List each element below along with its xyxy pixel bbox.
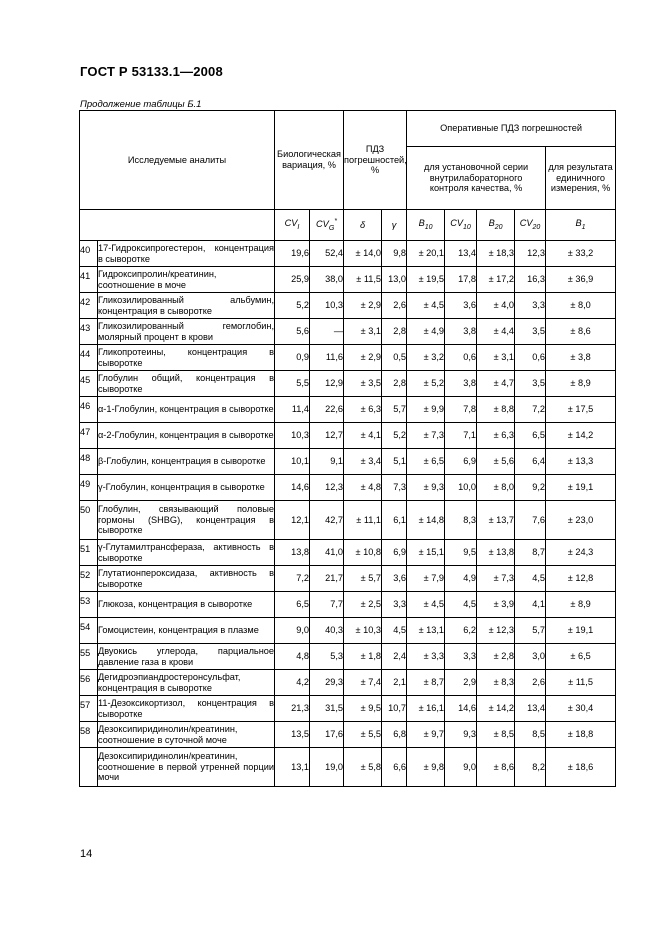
- cell-cv20: 8,5: [515, 722, 546, 748]
- cell-b20: ± 8,6: [477, 748, 515, 787]
- cell-cvg: 9,1: [310, 449, 344, 475]
- cell-b10: ± 9,9: [407, 397, 445, 423]
- table-row: [80, 293, 616, 319]
- cell-b10: ± 3,2: [407, 345, 445, 371]
- cell-b10: ± 5,2: [407, 371, 445, 397]
- cell-cvi: 7,2: [275, 566, 310, 592]
- analyte-name: 17-Гидроксипрогестерон, концентрация в сыворотке: [98, 241, 275, 267]
- cell-gamma: 9,8: [382, 241, 407, 267]
- row-number: 54: [80, 618, 98, 644]
- cell-cv10: 8,3: [445, 501, 477, 540]
- row-number: 56: [80, 670, 98, 696]
- cell-b10: ± 4,5: [407, 293, 445, 319]
- analyte-name: Гидроксипролин/креатинин, соотношение в моче: [98, 267, 275, 293]
- cell-b20: ± 7,3: [477, 566, 515, 592]
- row-number: 51: [80, 540, 98, 566]
- cell-b1: ± 3,8: [546, 345, 616, 371]
- header-single-measurement: для результата единичного измерения, %: [546, 147, 616, 210]
- cell-cv10: 10,0: [445, 475, 477, 501]
- cell-cv10: 3,8: [445, 319, 477, 345]
- cell-b20: ± 8,3: [477, 670, 515, 696]
- cell-gamma: 0,5: [382, 345, 407, 371]
- table-row: [80, 696, 616, 722]
- row-number: 53: [80, 592, 98, 618]
- cell-b10: ± 19,5: [407, 267, 445, 293]
- cell-b20: ± 17,2: [477, 267, 515, 293]
- cell-b20: ± 8,8: [477, 397, 515, 423]
- cell-cv20: 0,6: [515, 345, 546, 371]
- cell-cv10: 6,9: [445, 449, 477, 475]
- analyte-name: Гликозилированный альбумин, концентрация в сыворотке: [98, 293, 275, 319]
- table-row: [80, 475, 616, 501]
- cell-b20: ± 4,0: [477, 293, 515, 319]
- cell-cv20: 3,5: [515, 371, 546, 397]
- cell-b20: ± 13,7: [477, 501, 515, 540]
- cell-cv20: 16,3: [515, 267, 546, 293]
- cell-delta: ± 4,1: [344, 423, 382, 449]
- cell-cv10: 14,6: [445, 696, 477, 722]
- cell-cv10: 7,8: [445, 397, 477, 423]
- cell-cv10: 3,6: [445, 293, 477, 319]
- row-number: 40: [80, 241, 98, 267]
- cell-delta: ± 5,5: [344, 722, 382, 748]
- cell-cvg: 7,7: [310, 592, 344, 618]
- cell-delta: ± 3,1: [344, 319, 382, 345]
- cell-gamma: 6,8: [382, 722, 407, 748]
- col-cvg: $CV_G^*$: [310, 210, 344, 241]
- analyte-name: Дезоксипиридинолин/креатинин, соотношение в первой утренней порции мочи: [98, 748, 275, 787]
- cell-cv20: 7,6: [515, 501, 546, 540]
- row-number: 57: [80, 696, 98, 722]
- analyte-name: Гликопротеины, концентрация в сыворотке: [98, 345, 275, 371]
- cell-cv10: 4,5: [445, 592, 477, 618]
- analyte-name: Глутатионпероксидаза, активность в сыворотке: [98, 566, 275, 592]
- cell-cvi: 0,9: [275, 345, 310, 371]
- cell-delta: ± 9,5: [344, 696, 382, 722]
- cell-b1: ± 24,3: [546, 540, 616, 566]
- cell-cvi: 13,5: [275, 722, 310, 748]
- cell-delta: ± 10,8: [344, 540, 382, 566]
- cell-delta: ± 3,4: [344, 449, 382, 475]
- analyte-name: β-Глобулин, концентрация в сыворотке: [98, 449, 275, 475]
- row-number: 55: [80, 644, 98, 670]
- cell-cv20: 5,7: [515, 618, 546, 644]
- row-number: 43: [80, 319, 98, 345]
- table-caption: Продолжение таблицы Б.1: [80, 99, 202, 110]
- analyte-name: Глобулин общий, концентрация в сыворотке: [98, 371, 275, 397]
- cell-delta: ± 2,5: [344, 592, 382, 618]
- cell-b1: ± 6,5: [546, 644, 616, 670]
- cell-cv20: 3,0: [515, 644, 546, 670]
- cell-cv10: 4,9: [445, 566, 477, 592]
- cell-gamma: 5,2: [382, 423, 407, 449]
- cell-gamma: 2,4: [382, 644, 407, 670]
- cell-delta: ± 2,9: [344, 293, 382, 319]
- cell-cvg: 12,3: [310, 475, 344, 501]
- cell-cv10: 17,8: [445, 267, 477, 293]
- row-number: 49: [80, 475, 98, 501]
- cell-cvi: 12,1: [275, 501, 310, 540]
- row-number: 48: [80, 449, 98, 475]
- analyte-name: α-1-Глобулин, концентрация в сыворотке: [98, 397, 275, 423]
- cell-cvi: 5,6: [275, 319, 310, 345]
- cell-delta: ± 5,8: [344, 748, 382, 787]
- cell-b1: ± 19,1: [546, 618, 616, 644]
- analyte-name: α-2-Глобулин, концентрация в сыворотке: [98, 423, 275, 449]
- cell-cvi: 14,6: [275, 475, 310, 501]
- cell-b10: ± 16,1: [407, 696, 445, 722]
- cell-cvi: 9,0: [275, 618, 310, 644]
- cell-cvi: 19,6: [275, 241, 310, 267]
- cell-cvg: 21,7: [310, 566, 344, 592]
- cell-cvg: 10,3: [310, 293, 344, 319]
- cell-b1: ± 30,4: [546, 696, 616, 722]
- cell-cv20: 8,2: [515, 748, 546, 787]
- cell-b1: ± 36,9: [546, 267, 616, 293]
- cell-b1: ± 17,5: [546, 397, 616, 423]
- cell-cv10: 9,5: [445, 540, 477, 566]
- table-row: [80, 748, 616, 787]
- analyte-name: Дезоксипиридинолин/креатинин, соотношение в суточной моче: [98, 722, 275, 748]
- cell-cv20: 3,3: [515, 293, 546, 319]
- cell-gamma: 4,5: [382, 618, 407, 644]
- cell-cvg: 40,3: [310, 618, 344, 644]
- cell-cvg: 12,7: [310, 423, 344, 449]
- cell-cvi: 13,1: [275, 748, 310, 787]
- cell-gamma: 6,9: [382, 540, 407, 566]
- cell-cv20: 13,4: [515, 696, 546, 722]
- cell-cvg: 19,0: [310, 748, 344, 787]
- table-row: [80, 566, 616, 592]
- analyte-name: γ-Глобулин, концентрация в сыворотке: [98, 475, 275, 501]
- cell-b10: ± 20,1: [407, 241, 445, 267]
- cell-gamma: 6,6: [382, 748, 407, 787]
- table-row: [80, 319, 616, 345]
- analyte-name: Гомоцистеин, концентрация в плазме: [98, 618, 275, 644]
- cell-gamma: 5,1: [382, 449, 407, 475]
- cell-b1: ± 23,0: [546, 501, 616, 540]
- cell-b1: ± 12,8: [546, 566, 616, 592]
- table-row: [80, 644, 616, 670]
- row-number: 45: [80, 371, 98, 397]
- cell-b1: ± 18,8: [546, 722, 616, 748]
- cell-b1: ± 11,5: [546, 670, 616, 696]
- table-row: [80, 592, 616, 618]
- cell-cvi: 13,8: [275, 540, 310, 566]
- cell-cvi: 6,5: [275, 592, 310, 618]
- cell-cv10: 2,9: [445, 670, 477, 696]
- cell-cvi: 11,4: [275, 397, 310, 423]
- cell-b10: ± 4,9: [407, 319, 445, 345]
- table-row: [80, 397, 616, 423]
- col-gamma: γ: [382, 210, 407, 241]
- cell-b10: ± 8,7: [407, 670, 445, 696]
- analyte-name: Гликозилированный гемоглобин, молярный процент в крови: [98, 319, 275, 345]
- row-number: [80, 748, 98, 787]
- cell-cvg: —: [310, 319, 344, 345]
- cell-cv20: 9,2: [515, 475, 546, 501]
- cell-delta: ± 14,0: [344, 241, 382, 267]
- cell-b10: ± 14,8: [407, 501, 445, 540]
- table-row: [80, 618, 616, 644]
- header-pdz: ПДЗ погрешностей, %: [344, 111, 407, 210]
- row-number: 46: [80, 397, 98, 423]
- cell-b20: ± 13,8: [477, 540, 515, 566]
- col-delta: δ: [344, 210, 382, 241]
- cell-b10: ± 4,5: [407, 592, 445, 618]
- cell-cvi: 10,3: [275, 423, 310, 449]
- table-row: [80, 267, 616, 293]
- cell-cvi: 25,9: [275, 267, 310, 293]
- cell-cvi: 4,8: [275, 644, 310, 670]
- cell-cvg: 52,4: [310, 241, 344, 267]
- cell-gamma: 5,7: [382, 397, 407, 423]
- cell-b1: ± 19,1: [546, 475, 616, 501]
- cell-delta: ± 4,8: [344, 475, 382, 501]
- cell-gamma: 2,8: [382, 371, 407, 397]
- row-number: 41: [80, 267, 98, 293]
- table-row: [80, 670, 616, 696]
- cell-cvi: 4,2: [275, 670, 310, 696]
- cell-gamma: 2,1: [382, 670, 407, 696]
- analytes-table: [79, 110, 616, 787]
- row-number: 42: [80, 293, 98, 319]
- cell-cv10: 9,3: [445, 722, 477, 748]
- table-row: [80, 722, 616, 748]
- cell-gamma: 2,6: [382, 293, 407, 319]
- cell-cvg: 41,0: [310, 540, 344, 566]
- cell-b20: ± 8,0: [477, 475, 515, 501]
- header-operative: Оперативные ПДЗ погрешностей: [407, 111, 616, 147]
- row-number: 58: [80, 722, 98, 748]
- cell-cv20: 4,1: [515, 592, 546, 618]
- col-b1: $B_1$: [546, 210, 616, 241]
- cell-cv10: 6,2: [445, 618, 477, 644]
- analyte-name: γ-Глутамилтрансфераза, активность в сыворотке: [98, 540, 275, 566]
- col-cv10: $CV_{10}$: [445, 210, 477, 241]
- analyte-name: 11-Дезоксикортизол, концентрация в сыворотке: [98, 696, 275, 722]
- cell-cvg: 11,6: [310, 345, 344, 371]
- cell-delta: ± 3,5: [344, 371, 382, 397]
- cell-b1: ± 8,9: [546, 592, 616, 618]
- cell-gamma: 3,6: [382, 566, 407, 592]
- header-bio-variation: Биологическая вариация, %: [275, 111, 344, 210]
- cell-cv20: 8,7: [515, 540, 546, 566]
- cell-cvg: 5,3: [310, 644, 344, 670]
- cell-delta: ± 5,7: [344, 566, 382, 592]
- analyte-name: Дегидроэпиандростеронсульфат, концентрация в сыворотке: [98, 670, 275, 696]
- cell-cv10: 9,0: [445, 748, 477, 787]
- analyte-name: Глобулин, связывающий половые гормоны (SHBG), концентрация в сыворотке: [98, 501, 275, 540]
- row-number: 47: [80, 423, 98, 449]
- cell-delta: ± 6,3: [344, 397, 382, 423]
- table-row: [80, 371, 616, 397]
- cell-b20: ± 8,5: [477, 722, 515, 748]
- cell-cv20: 7,2: [515, 397, 546, 423]
- cell-b20: ± 6,3: [477, 423, 515, 449]
- cell-cv10: 3,3: [445, 644, 477, 670]
- cell-cv20: 3,5: [515, 319, 546, 345]
- header-setup-series: для установочной серии внутрилабораторного контроля качества, %: [407, 147, 546, 210]
- cell-b1: ± 8,9: [546, 371, 616, 397]
- cell-b1: ± 33,2: [546, 241, 616, 267]
- cell-cv10: 13,4: [445, 241, 477, 267]
- cell-gamma: 10,7: [382, 696, 407, 722]
- cell-cvg: 31,5: [310, 696, 344, 722]
- cell-b20: ± 2,8: [477, 644, 515, 670]
- cell-b20: ± 3,1: [477, 345, 515, 371]
- col-b20: $B_{20}$: [477, 210, 515, 241]
- cell-cvg: 22,6: [310, 397, 344, 423]
- analyte-name: Двуокись углерода, парциальное давление газа в крови: [98, 644, 275, 670]
- row-number: 50: [80, 501, 98, 540]
- cell-cvi: 5,5: [275, 371, 310, 397]
- cell-b10: ± 9,7: [407, 722, 445, 748]
- cell-b20: ± 4,4: [477, 319, 515, 345]
- cell-cvi: 10,1: [275, 449, 310, 475]
- cell-b10: ± 7,3: [407, 423, 445, 449]
- cell-cv20: 6,4: [515, 449, 546, 475]
- row-number: 52: [80, 566, 98, 592]
- cell-b10: ± 15,1: [407, 540, 445, 566]
- cell-gamma: 13,0: [382, 267, 407, 293]
- cell-cv10: 7,1: [445, 423, 477, 449]
- cell-b1: ± 18,6: [546, 748, 616, 787]
- cell-gamma: 6,1: [382, 501, 407, 540]
- cell-cv20: 12,3: [515, 241, 546, 267]
- cell-b10: ± 9,3: [407, 475, 445, 501]
- table-row: [80, 241, 616, 267]
- header-empty-cell: [80, 210, 275, 241]
- table-row: [80, 345, 616, 371]
- row-number: 44: [80, 345, 98, 371]
- table-row: [80, 449, 616, 475]
- cell-delta: ± 11,1: [344, 501, 382, 540]
- cell-delta: ± 7,4: [344, 670, 382, 696]
- cell-gamma: 3,3: [382, 592, 407, 618]
- document-title: ГОСТ Р 53133.1—2008: [80, 64, 223, 79]
- cell-cvg: 42,7: [310, 501, 344, 540]
- cell-cvi: 21,3: [275, 696, 310, 722]
- col-cvi: $CV_I$: [275, 210, 310, 241]
- cell-b1: ± 14,2: [546, 423, 616, 449]
- col-b10: $B_{10}$: [407, 210, 445, 241]
- cell-cvg: 29,3: [310, 670, 344, 696]
- cell-b20: ± 4,7: [477, 371, 515, 397]
- cell-b10: ± 3,3: [407, 644, 445, 670]
- cell-gamma: 2,8: [382, 319, 407, 345]
- cell-b10: ± 13,1: [407, 618, 445, 644]
- cell-b10: ± 7,9: [407, 566, 445, 592]
- header-analytes: Исследуемые аналиты: [80, 111, 275, 210]
- cell-cv20: 2,6: [515, 670, 546, 696]
- cell-delta: ± 1,8: [344, 644, 382, 670]
- cell-b1: ± 8,0: [546, 293, 616, 319]
- cell-b20: ± 12,3: [477, 618, 515, 644]
- cell-cvg: 17,6: [310, 722, 344, 748]
- cell-gamma: 7,3: [382, 475, 407, 501]
- cell-cv10: 0,6: [445, 345, 477, 371]
- cell-b20: ± 5,6: [477, 449, 515, 475]
- cell-cv20: 6,5: [515, 423, 546, 449]
- cell-b1: ± 8,6: [546, 319, 616, 345]
- page-number: 14: [80, 848, 93, 860]
- cell-cvg: 12,9: [310, 371, 344, 397]
- cell-b1: ± 13,3: [546, 449, 616, 475]
- cell-b20: ± 18,3: [477, 241, 515, 267]
- cell-cv20: 4,5: [515, 566, 546, 592]
- cell-cv10: 3,8: [445, 371, 477, 397]
- cell-b10: ± 6,5: [407, 449, 445, 475]
- cell-delta: ± 2,9: [344, 345, 382, 371]
- cell-cvi: 5,2: [275, 293, 310, 319]
- table-row: [80, 540, 616, 566]
- cell-b20: ± 14,2: [477, 696, 515, 722]
- col-cv20: $CV_{20}$: [515, 210, 546, 241]
- cell-b10: ± 9,8: [407, 748, 445, 787]
- cell-b20: ± 3,9: [477, 592, 515, 618]
- table-row: [80, 501, 616, 540]
- cell-cvg: 38,0: [310, 267, 344, 293]
- cell-delta: ± 10,3: [344, 618, 382, 644]
- analyte-name: Глюкоза, концентрация в сыворотке: [98, 592, 275, 618]
- table-row: [80, 423, 616, 449]
- cell-delta: ± 11,5: [344, 267, 382, 293]
